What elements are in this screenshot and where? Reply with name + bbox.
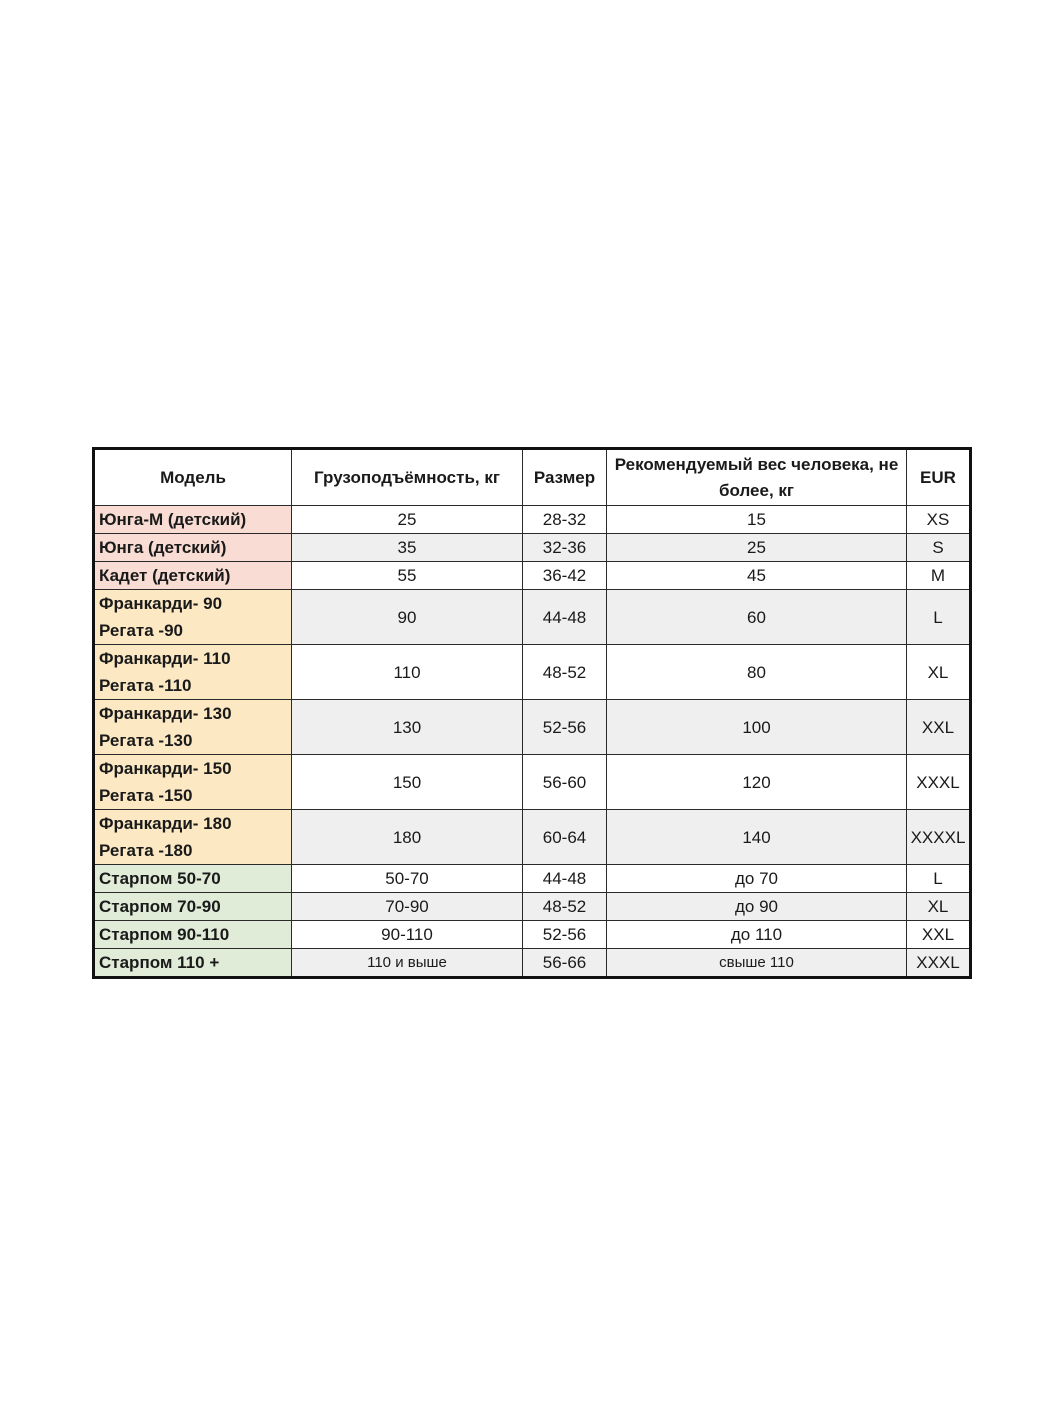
capacity-cell: 180 <box>292 810 523 865</box>
size-cell: 52-56 <box>523 700 607 755</box>
capacity-cell: 130 <box>292 700 523 755</box>
recommended-weight-cell: 140 <box>607 810 907 865</box>
eur-size-cell: L <box>907 865 971 893</box>
table-row <box>94 755 971 810</box>
table-row <box>94 949 971 978</box>
recommended-weight-cell: 60 <box>607 590 907 645</box>
model-name: Франкарди- 130 <box>99 704 232 723</box>
recommended-weight-cell: 120 <box>607 755 907 810</box>
model-name: Франкарди- 110 <box>99 649 231 668</box>
table-row <box>94 810 971 865</box>
size-cell: 60-64 <box>523 810 607 865</box>
model-name: Юнга-М (детский) <box>99 510 247 529</box>
recommended-weight-cell: 80 <box>607 645 907 700</box>
model-name: Регата -110 <box>99 676 192 695</box>
model-name: Регата -180 <box>99 841 193 860</box>
recommended-weight-cell: до 70 <box>607 865 907 893</box>
model-cell <box>94 645 292 700</box>
capacity-cell: 110 <box>292 645 523 700</box>
model-name: Регата -90 <box>99 621 183 640</box>
header-eur: EUR <box>907 449 971 506</box>
header-capacity: Грузоподъёмность, кг <box>292 449 523 506</box>
model-cell <box>94 865 292 893</box>
model-cell <box>94 921 292 949</box>
model-cell <box>94 506 292 534</box>
table-row <box>94 700 971 755</box>
model-name: Регата -150 <box>99 786 193 805</box>
table-row <box>94 534 971 562</box>
table-row <box>94 893 971 921</box>
size-cell: 48-52 <box>523 645 607 700</box>
size-cell: 44-48 <box>523 865 607 893</box>
model-name: Старпом 110 + <box>99 953 220 972</box>
table-body <box>94 506 971 978</box>
size-cell: 28-32 <box>523 506 607 534</box>
model-name: Франкарди- 90 <box>99 594 223 613</box>
eur-size-cell: XS <box>907 506 971 534</box>
capacity-cell: 90 <box>292 590 523 645</box>
size-cell: 44-48 <box>523 590 607 645</box>
eur-size-cell: XL <box>907 645 971 700</box>
model-name: Старпом 90-110 <box>99 925 230 944</box>
capacity-cell: 70-90 <box>292 893 523 921</box>
recommended-weight-cell: до 90 <box>607 893 907 921</box>
eur-size-cell: XXL <box>907 921 971 949</box>
header-model: Модель <box>94 449 292 506</box>
capacity-cell: 110 и выше <box>292 949 523 978</box>
model-cell <box>94 893 292 921</box>
recommended-weight-cell: до 110 <box>607 921 907 949</box>
size-cell: 32-36 <box>523 534 607 562</box>
capacity-cell: 55 <box>292 562 523 590</box>
eur-size-cell: XL <box>907 893 971 921</box>
table-row <box>94 590 971 645</box>
model-name: Старпом 70-90 <box>99 897 221 916</box>
model-cell <box>94 810 292 865</box>
recommended-weight-cell: 45 <box>607 562 907 590</box>
recommended-weight-cell: свыше 110 <box>607 949 907 978</box>
eur-size-cell: XXXXL <box>907 810 971 865</box>
model-name: Франкарди- 180 <box>99 814 232 833</box>
table-row <box>94 506 971 534</box>
model-name: Регата -130 <box>99 731 193 750</box>
size-cell: 56-60 <box>523 755 607 810</box>
capacity-cell: 150 <box>292 755 523 810</box>
eur-size-cell: S <box>907 534 971 562</box>
model-name: Старпом 50-70 <box>99 869 221 888</box>
size-cell: 52-56 <box>523 921 607 949</box>
model-cell <box>94 534 292 562</box>
table-row <box>94 562 971 590</box>
model-cell <box>94 755 292 810</box>
table-row <box>94 865 971 893</box>
capacity-cell: 50-70 <box>292 865 523 893</box>
eur-size-cell: M <box>907 562 971 590</box>
model-cell <box>94 700 292 755</box>
size-cell: 56-66 <box>523 949 607 978</box>
model-name: Кадет (детский) <box>99 566 231 585</box>
model-cell <box>94 562 292 590</box>
capacity-cell: 35 <box>292 534 523 562</box>
header-recommended-weight: Рекомендуемый вес человека, не более, кг <box>607 449 907 506</box>
capacity-cell: 25 <box>292 506 523 534</box>
recommended-weight-cell: 15 <box>607 506 907 534</box>
eur-size-cell: L <box>907 590 971 645</box>
size-cell: 36-42 <box>523 562 607 590</box>
header-row <box>94 449 971 506</box>
table-row <box>94 645 971 700</box>
size-chart-table <box>92 447 972 979</box>
size-cell: 48-52 <box>523 893 607 921</box>
recommended-weight-cell: 100 <box>607 700 907 755</box>
eur-size-cell: XXXL <box>907 755 971 810</box>
model-name: Франкарди- 150 <box>99 759 232 778</box>
table-row <box>94 921 971 949</box>
model-cell <box>94 590 292 645</box>
model-name: Юнга (детский) <box>99 538 227 557</box>
header-size: Размер <box>523 449 607 506</box>
recommended-weight-cell: 25 <box>607 534 907 562</box>
model-cell <box>94 949 292 978</box>
eur-size-cell: XXXL <box>907 949 971 978</box>
capacity-cell: 90-110 <box>292 921 523 949</box>
eur-size-cell: XXL <box>907 700 971 755</box>
